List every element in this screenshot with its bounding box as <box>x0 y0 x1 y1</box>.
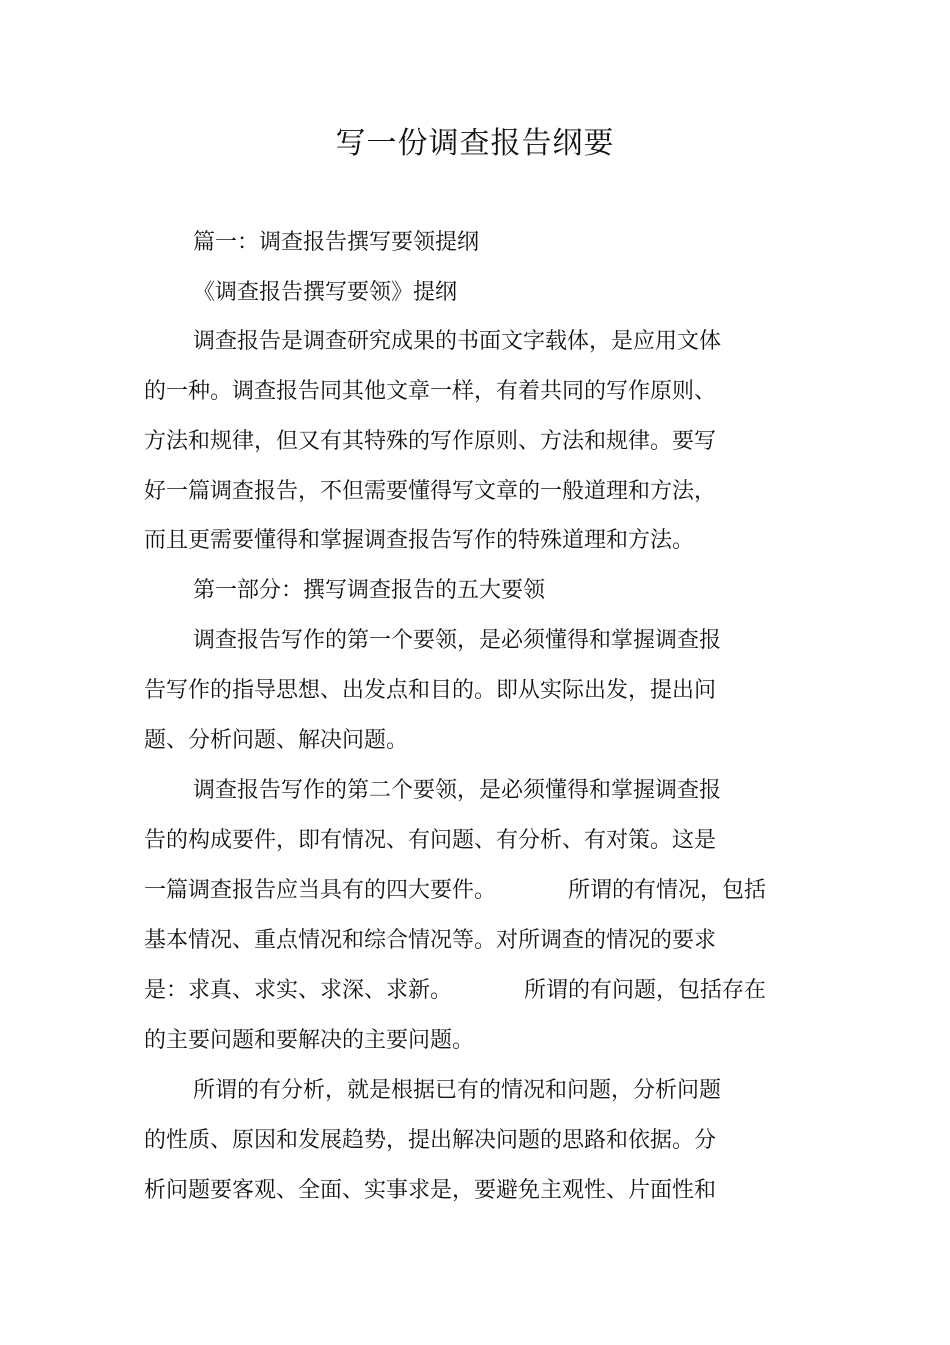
text-line: 所谓的有分析，就是根据已有的情况和问题，分析问题 <box>193 1078 722 1103</box>
text-line: 《调查报告撰写要领》提纲 <box>193 280 458 305</box>
text-line: 而且更需要懂得和掌握调查报告写作的特殊道理和方法。 <box>144 528 695 553</box>
text-line: 的一种。调查报告同其他文章一样，有着共同的写作原则、 <box>144 379 717 404</box>
text-line: 调查报告写作的第一个要领，是必须懂得和掌握调查报 <box>193 628 722 653</box>
text-line <box>144 876 766 906</box>
text-line: 题、分析问题、解决问题。 <box>144 728 409 753</box>
text-line: 的性质、原因和发展趋势，提出解决问题的思路和依据。分 <box>144 1128 717 1153</box>
text-line: 的主要问题和要解决的主要问题。 <box>144 1028 475 1053</box>
text-line: 方法和规律，但又有其特殊的写作原则、方法和规律。要写 <box>144 429 717 454</box>
text-line: 篇一：调查报告撰写要领提纲 <box>193 230 480 255</box>
text-line: 调查报告写作的第二个要领，是必须懂得和掌握调查报 <box>193 778 722 803</box>
text-segment: 一篇调查报告应当具有的四大要件。 <box>144 878 497 903</box>
text-line: 告的构成要件，即有情况、有问题、有分析、有对策。这是 <box>144 828 717 853</box>
text-line: 析问题要客观、全面、实事求是，要避免主观性、片面性和 <box>144 1178 717 1203</box>
text-segment: 所谓的有情况，包括 <box>568 878 767 903</box>
text-segment: 是：求真、求实、求深、求新。 <box>144 978 453 1003</box>
text-line <box>144 976 766 1006</box>
text-segment: 所谓的有问题，包括存在 <box>524 978 767 1003</box>
text-line: 好一篇调查报告，不但需要懂得写文章的一般道理和方法， <box>144 479 717 504</box>
text-line: 调查报告是调查研究成果的书面文字载体，是应用文体 <box>193 329 722 354</box>
text-line: 告写作的指导思想、出发点和目的。即从实际出发，提出问 <box>144 678 717 703</box>
text-line: 基本情况、重点情况和综合情况等。对所调查的情况的要求 <box>144 928 717 953</box>
section-heading: 第一部分：撰写调查报告的五大要领 <box>193 578 546 603</box>
document-title: 写一份调查报告纲要 <box>335 126 615 161</box>
